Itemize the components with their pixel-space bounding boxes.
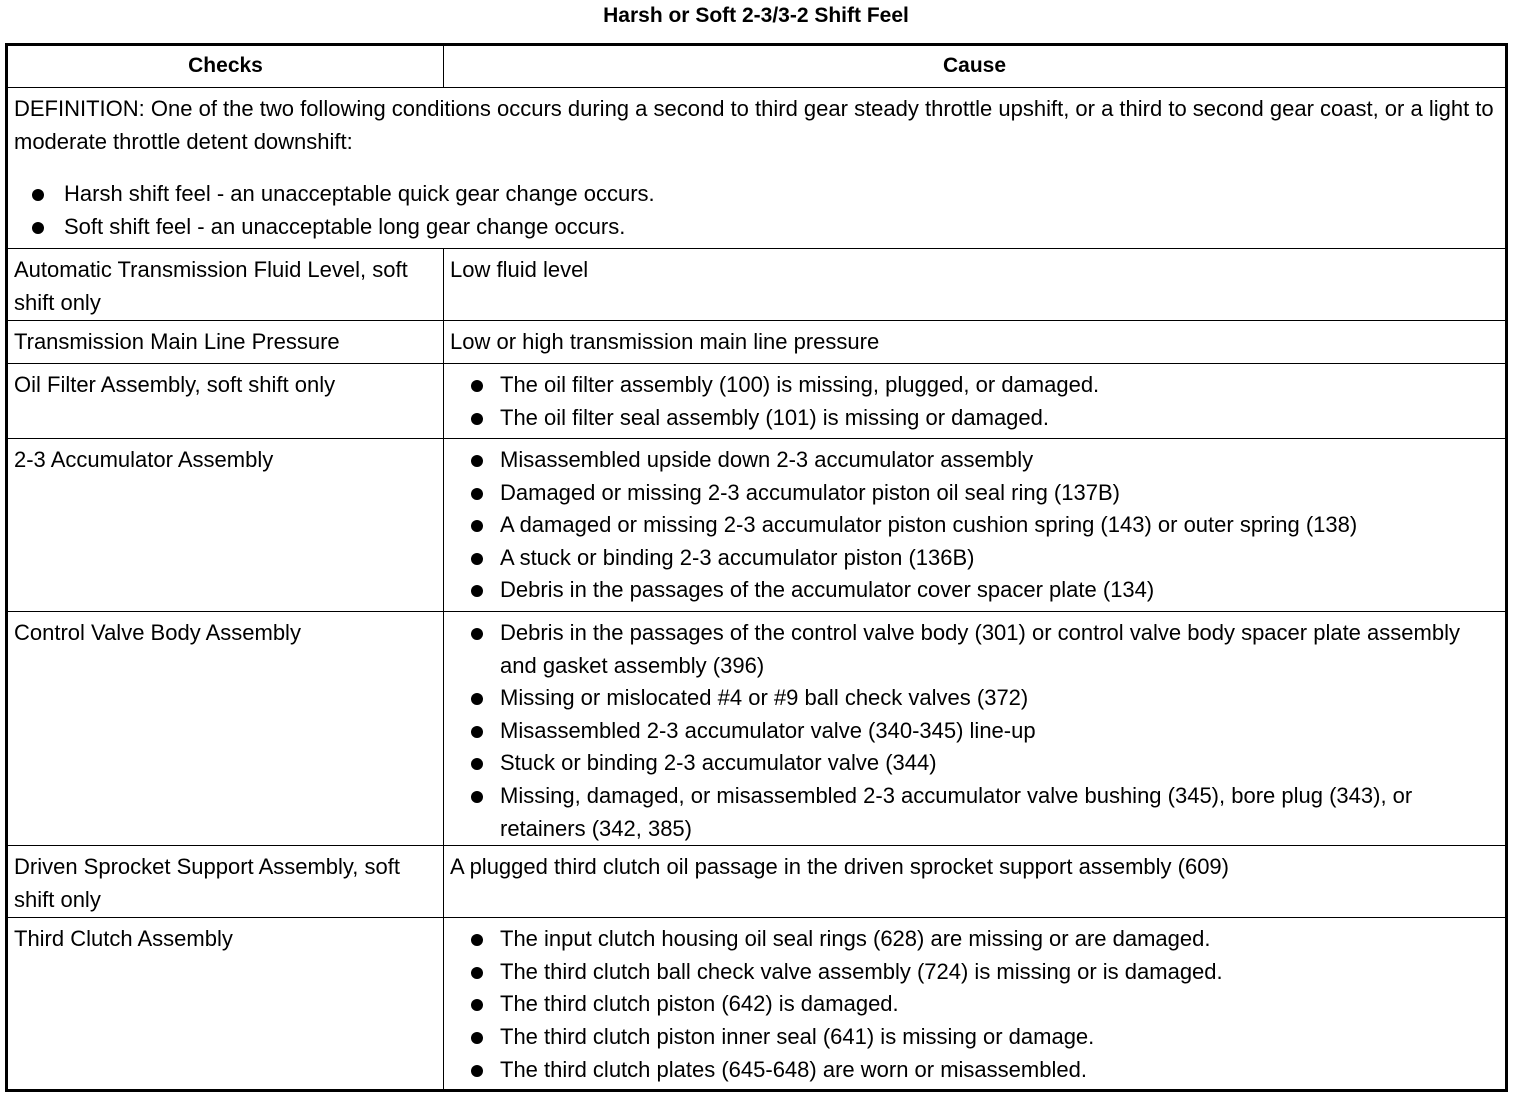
check-cell: 2-3 Accumulator Assembly — [7, 439, 444, 612]
bullet-icon — [471, 380, 483, 392]
table-row — [7, 364, 1507, 439]
header-cause: Cause — [444, 45, 1507, 88]
list-item — [14, 178, 1499, 211]
list-item — [450, 574, 1499, 607]
definition-cell — [7, 88, 1507, 249]
bullet-text: Debris in the passages of the accumulator cover spacer plate (134) — [500, 577, 1155, 603]
check-cell: Oil Filter Assembly, soft shift only — [7, 364, 444, 439]
check-cell: Third Clutch Assembly — [7, 918, 444, 1091]
bullet-icon — [471, 1032, 483, 1044]
table-row — [7, 321, 1507, 364]
list-item — [450, 617, 1499, 682]
list-item — [450, 444, 1499, 477]
cause-cell — [444, 612, 1507, 846]
bullet-icon — [471, 553, 483, 565]
check-cell: Driven Sprocket Support Assembly, soft shift only — [7, 846, 444, 918]
header-row — [7, 45, 1507, 88]
cause-cell: A plugged third clutch oil passage in the driven sprocket support assembly (609) — [444, 846, 1507, 918]
check-cell: Transmission Main Line Pressure — [7, 321, 444, 364]
bullet-text: The oil filter assembly (100) is missing, plugged, or damaged. — [500, 372, 1100, 397]
bullet-icon — [471, 488, 483, 500]
bullet-text: Misassembled upside down 2-3 accumulator assembly — [500, 447, 1034, 472]
list-item — [450, 1021, 1499, 1054]
cause-cell — [444, 439, 1507, 612]
table-row — [7, 846, 1507, 918]
cause-list — [450, 617, 1499, 845]
table-row — [7, 918, 1507, 1091]
bullet-text: Harsh shift feel - an unacceptable quick gear change occurs. — [64, 181, 655, 207]
bullet-icon — [471, 628, 483, 640]
definition-row — [7, 88, 1507, 249]
bullet-text: The third clutch piston (642) is damaged. — [500, 991, 899, 1017]
bullet-icon — [32, 189, 44, 201]
bullet-icon — [471, 413, 483, 425]
cause-cell — [444, 918, 1507, 1091]
list-item — [450, 715, 1499, 748]
list-item — [450, 923, 1499, 956]
bullet-text: Misassembled 2-3 accumulator valve (340-345) line-up — [500, 717, 1036, 743]
bullet-text: Missing, damaged, or misassembled 2-3 accumulator valve bushing (345), bore plug (343), or retainers (342, 385) — [500, 782, 1413, 841]
bullet-text: Stuck or binding 2-3 accumulator valve (344) — [500, 750, 937, 776]
table-row — [7, 439, 1507, 612]
bullet-text: The third clutch ball check valve assembly (724) is missing or is damaged. — [500, 958, 1223, 984]
bullet-icon — [471, 791, 483, 803]
bullet-icon — [471, 520, 483, 532]
bullet-text: A damaged or missing 2-3 accumulator piston cushion spring (143) or outer spring (138) — [500, 512, 1358, 538]
bullet-icon — [471, 726, 483, 738]
bullet-icon — [471, 455, 483, 467]
list-item — [450, 1054, 1499, 1087]
cause-cell: Low or high transmission main line pressure — [444, 321, 1507, 364]
definition-list — [14, 178, 1499, 243]
table-row — [7, 249, 1507, 321]
definition-text: DEFINITION: One of the two following conditions occurs during a second to third gear steady throttle upshift, or a third to second gear coast, or a light to moderate throttle detent downshift: — [14, 96, 1494, 154]
list-item — [450, 780, 1499, 845]
list-item — [450, 402, 1499, 435]
list-item — [450, 956, 1499, 989]
list-item — [450, 509, 1499, 542]
check-cell: Control Valve Body Assembly — [7, 612, 444, 846]
bullet-text: Missing or mislocated #4 or #9 ball check valves (372) — [500, 685, 1029, 711]
cause-list — [450, 923, 1499, 1086]
list-item — [14, 211, 1499, 244]
bullet-icon — [32, 222, 44, 234]
bullet-text: The third clutch plates (645-648) are worn or misassembled. — [500, 1056, 1087, 1082]
list-item — [450, 477, 1499, 510]
bullet-text: The input clutch housing oil seal rings (628) are missing or are damaged. — [500, 926, 1211, 952]
check-cell: Automatic Transmission Fluid Level, soft shift only — [7, 249, 444, 321]
bullet-text: Soft shift feel - an unacceptable long gear change occurs. — [64, 213, 626, 239]
table-title: Harsh or Soft 2-3/3-2 Shift Feel — [603, 4, 909, 27]
diagnostic-table — [5, 43, 1508, 1092]
list-item — [450, 369, 1499, 402]
bullet-text: The third clutch piston inner seal (641) is missing or damage. — [500, 1023, 1095, 1049]
bullet-text: Debris in the passages of the control valve body (301) or control valve body spacer plate assembly and gasket assembly (396) — [500, 620, 1460, 678]
cause-list — [450, 444, 1499, 607]
cause-cell — [444, 364, 1507, 439]
bullet-icon — [471, 999, 483, 1011]
table-row — [7, 612, 1507, 846]
list-item — [450, 988, 1499, 1021]
bullet-text: A stuck or binding 2-3 accumulator piston (136B) — [500, 544, 975, 570]
cause-list — [450, 369, 1499, 434]
bullet-icon — [471, 758, 483, 770]
bullet-icon — [471, 693, 483, 705]
cause-cell: Low fluid level — [444, 249, 1507, 321]
bullet-text: Damaged or missing 2-3 accumulator piston oil seal ring (137B) — [500, 479, 1120, 505]
bullet-icon — [471, 934, 483, 946]
list-item — [450, 682, 1499, 715]
bullet-icon — [471, 967, 483, 979]
list-item — [450, 747, 1499, 780]
bullet-icon — [471, 585, 483, 597]
header-checks: Checks — [7, 45, 444, 88]
bullet-text: The oil filter seal assembly (101) is missing or damaged. — [500, 404, 1050, 430]
list-item — [450, 542, 1499, 575]
bullet-icon — [471, 1065, 483, 1077]
